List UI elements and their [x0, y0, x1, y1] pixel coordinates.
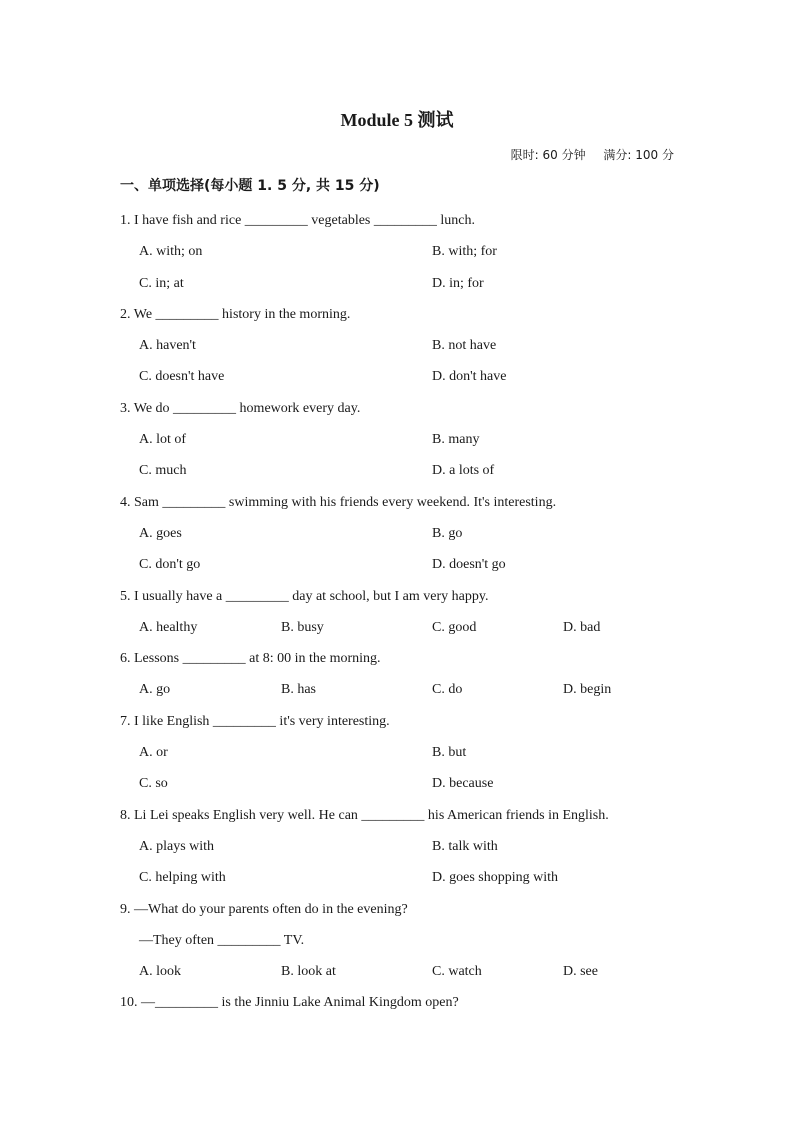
option-c[interactable]: C. do — [432, 682, 463, 698]
option-row — [120, 612, 680, 643]
option-b[interactable]: B. talk with — [432, 838, 498, 854]
option-d[interactable]: D. a lots of — [432, 463, 495, 479]
option-d[interactable]: D. bad — [563, 619, 601, 635]
option-row — [120, 831, 680, 862]
option-a[interactable]: A. haven't — [139, 338, 196, 354]
option-c[interactable]: C. in; at — [139, 275, 184, 291]
option-row — [120, 455, 680, 486]
option-row — [120, 361, 680, 392]
option-b[interactable]: B. with; for — [432, 244, 497, 260]
option-row — [120, 236, 680, 267]
option-row — [120, 768, 680, 799]
option-d[interactable]: D. doesn't go — [432, 557, 506, 573]
option-row — [120, 737, 680, 768]
exam-meta — [511, 146, 674, 163]
option-row — [120, 956, 680, 987]
question-stem: 8. Li Lei speaks English very well. He can _________ his American friends in English. — [120, 807, 609, 823]
option-d[interactable]: D. see — [563, 964, 598, 980]
full-score: 满分: 100 分 — [603, 148, 674, 162]
dialogue-reply: —They often _________ TV. — [139, 932, 305, 948]
option-row — [120, 674, 680, 705]
option-b[interactable]: B. not have — [432, 338, 497, 354]
option-d[interactable]: D. begin — [563, 682, 612, 698]
option-b[interactable]: B. look at — [281, 964, 336, 980]
option-a[interactable]: A. look — [139, 964, 181, 980]
option-b[interactable]: B. go — [432, 525, 463, 541]
option-c[interactable]: C. helping with — [139, 870, 226, 886]
option-a[interactable]: A. lot of — [139, 432, 187, 448]
option-row — [120, 424, 680, 455]
option-a[interactable]: A. healthy — [139, 619, 198, 635]
option-c[interactable]: C. much — [139, 463, 187, 479]
question-stem: 7. I like English _________ it's very interesting. — [120, 713, 390, 729]
option-row — [120, 862, 680, 893]
question-stem: 2. We _________ history in the morning. — [120, 306, 351, 322]
option-a[interactable]: A. goes — [139, 525, 182, 541]
option-c[interactable]: C. watch — [432, 964, 482, 980]
question-stem: 5. I usually have a _________ day at school, but I am very happy. — [120, 588, 489, 604]
option-d[interactable]: D. in; for — [432, 275, 484, 291]
option-row — [120, 268, 680, 299]
option-b[interactable]: B. many — [432, 432, 480, 448]
option-a[interactable]: A. or — [139, 745, 168, 761]
option-b[interactable]: B. but — [432, 745, 467, 761]
question-stem: 6. Lessons _________ at 8: 00 in the morning. — [120, 651, 381, 667]
option-d[interactable]: D. goes shopping with — [432, 870, 558, 886]
option-row — [120, 330, 680, 361]
option-a[interactable]: A. with; on — [139, 244, 203, 260]
time-limit: 限时: 60 分钟 — [510, 148, 586, 162]
option-a[interactable]: A. plays with — [139, 838, 215, 854]
question-stem: 9. —What do your parents often do in the evening? — [120, 901, 408, 917]
option-c[interactable]: C. so — [139, 776, 168, 792]
option-d[interactable]: D. don't have — [432, 369, 507, 385]
page-title: Module 5 测试 — [340, 110, 454, 130]
question-stem: 4. Sam _________ swimming with his friends every weekend. It's interesting. — [120, 494, 557, 510]
option-row — [120, 518, 680, 549]
question-stem: 3. We do _________ homework every day. — [120, 400, 361, 416]
section-heading: 一、单项选择(每小题 1. 5 分, 共 15 分) — [120, 178, 380, 194]
option-row — [120, 549, 680, 580]
question-list — [120, 205, 680, 1019]
option-c[interactable]: C. doesn't have — [139, 369, 225, 385]
option-b[interactable]: B. busy — [281, 619, 324, 635]
option-b[interactable]: B. has — [281, 682, 316, 698]
option-c[interactable]: C. don't go — [139, 557, 201, 573]
question-stem: 10. —_________ is the Jinniu Lake Animal Kingdom open? — [120, 995, 459, 1011]
option-c[interactable]: C. good — [432, 619, 477, 635]
question-stem: 1. I have fish and rice _________ vegetables _________ lunch. — [120, 213, 475, 228]
option-d[interactable]: D. because — [432, 776, 494, 792]
option-a[interactable]: A. go — [139, 682, 171, 698]
